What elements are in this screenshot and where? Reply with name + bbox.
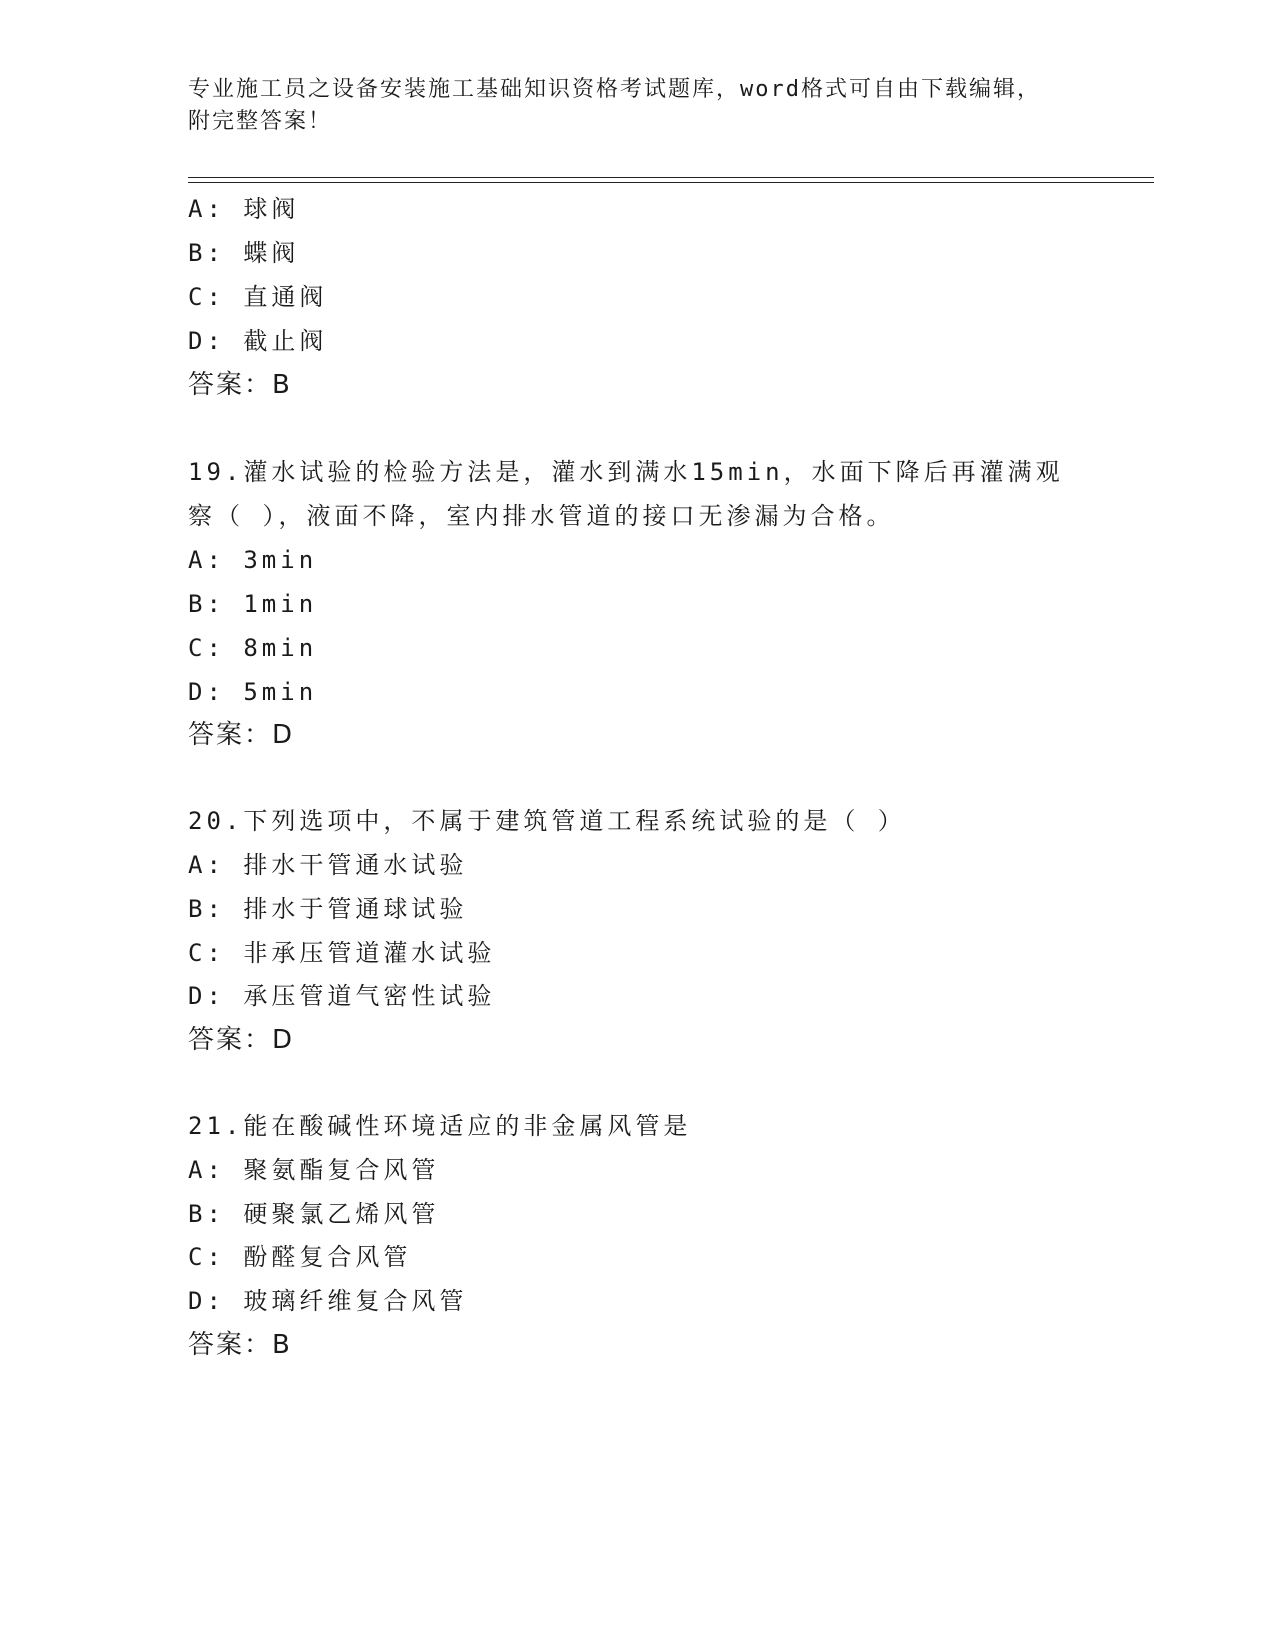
header-divider-bottom — [188, 182, 1154, 183]
prev-option-b: B: 蝶阀 — [188, 239, 300, 267]
q20-text-line-1: 20.下列选项中，不属于建筑管道工程系统试验的是（ ） — [188, 807, 906, 835]
q20-option-b: B: 排水于管通球试验 — [188, 895, 468, 923]
q21-option-c: C: 酚醛复合风管 — [188, 1243, 412, 1271]
q21-answer: 答案：B — [188, 1330, 292, 1360]
q20-answer: 答案：D — [188, 1025, 295, 1055]
q21-option-d: D: 玻璃纤维复合风管 — [188, 1287, 468, 1315]
document-header — [188, 74, 1088, 138]
q20-option-d: D: 承压管道气密性试验 — [188, 982, 496, 1010]
header-divider-top — [188, 177, 1154, 178]
prev-answer: 答案：B — [188, 370, 292, 400]
prev-option-d: D: 截止阀 — [188, 327, 328, 355]
q21-option-a: A: 聚氨酯复合风管 — [188, 1156, 440, 1184]
q21-option-b: B: 硬聚氯乙烯风管 — [188, 1200, 440, 1228]
q19-option-c: C: 8min — [188, 634, 318, 662]
q19-text-line-1: 19.灌水试验的检验方法是，灌水到满水15min，水面下降后再灌满观 — [188, 458, 1064, 486]
q19-answer: 答案：D — [188, 720, 295, 750]
prev-option-a: A: 球阀 — [188, 195, 300, 223]
q20-option-c: C: 非承压管道灌水试验 — [188, 939, 496, 967]
q19-option-d: D: 5min — [188, 678, 318, 706]
q19-text-line-2: 察（ ），液面不降，室内排水管道的接口无渗漏为合格。 — [188, 502, 895, 530]
header-line-2: 附完整答案！ — [188, 109, 333, 134]
q21-text-line-1: 21.能在酸碱性环境适应的非金属风管是 — [188, 1112, 692, 1140]
q19-option-b: B: 1min — [188, 590, 318, 618]
header-line-1: 专业施工员之设备安装施工基础知识资格考试题库，word格式可自由下载编辑， — [188, 77, 1041, 102]
prev-option-c: C: 直通阀 — [188, 283, 328, 311]
q20-option-a: A: 排水干管通水试验 — [188, 851, 468, 879]
q19-option-a: A: 3min — [188, 546, 318, 574]
